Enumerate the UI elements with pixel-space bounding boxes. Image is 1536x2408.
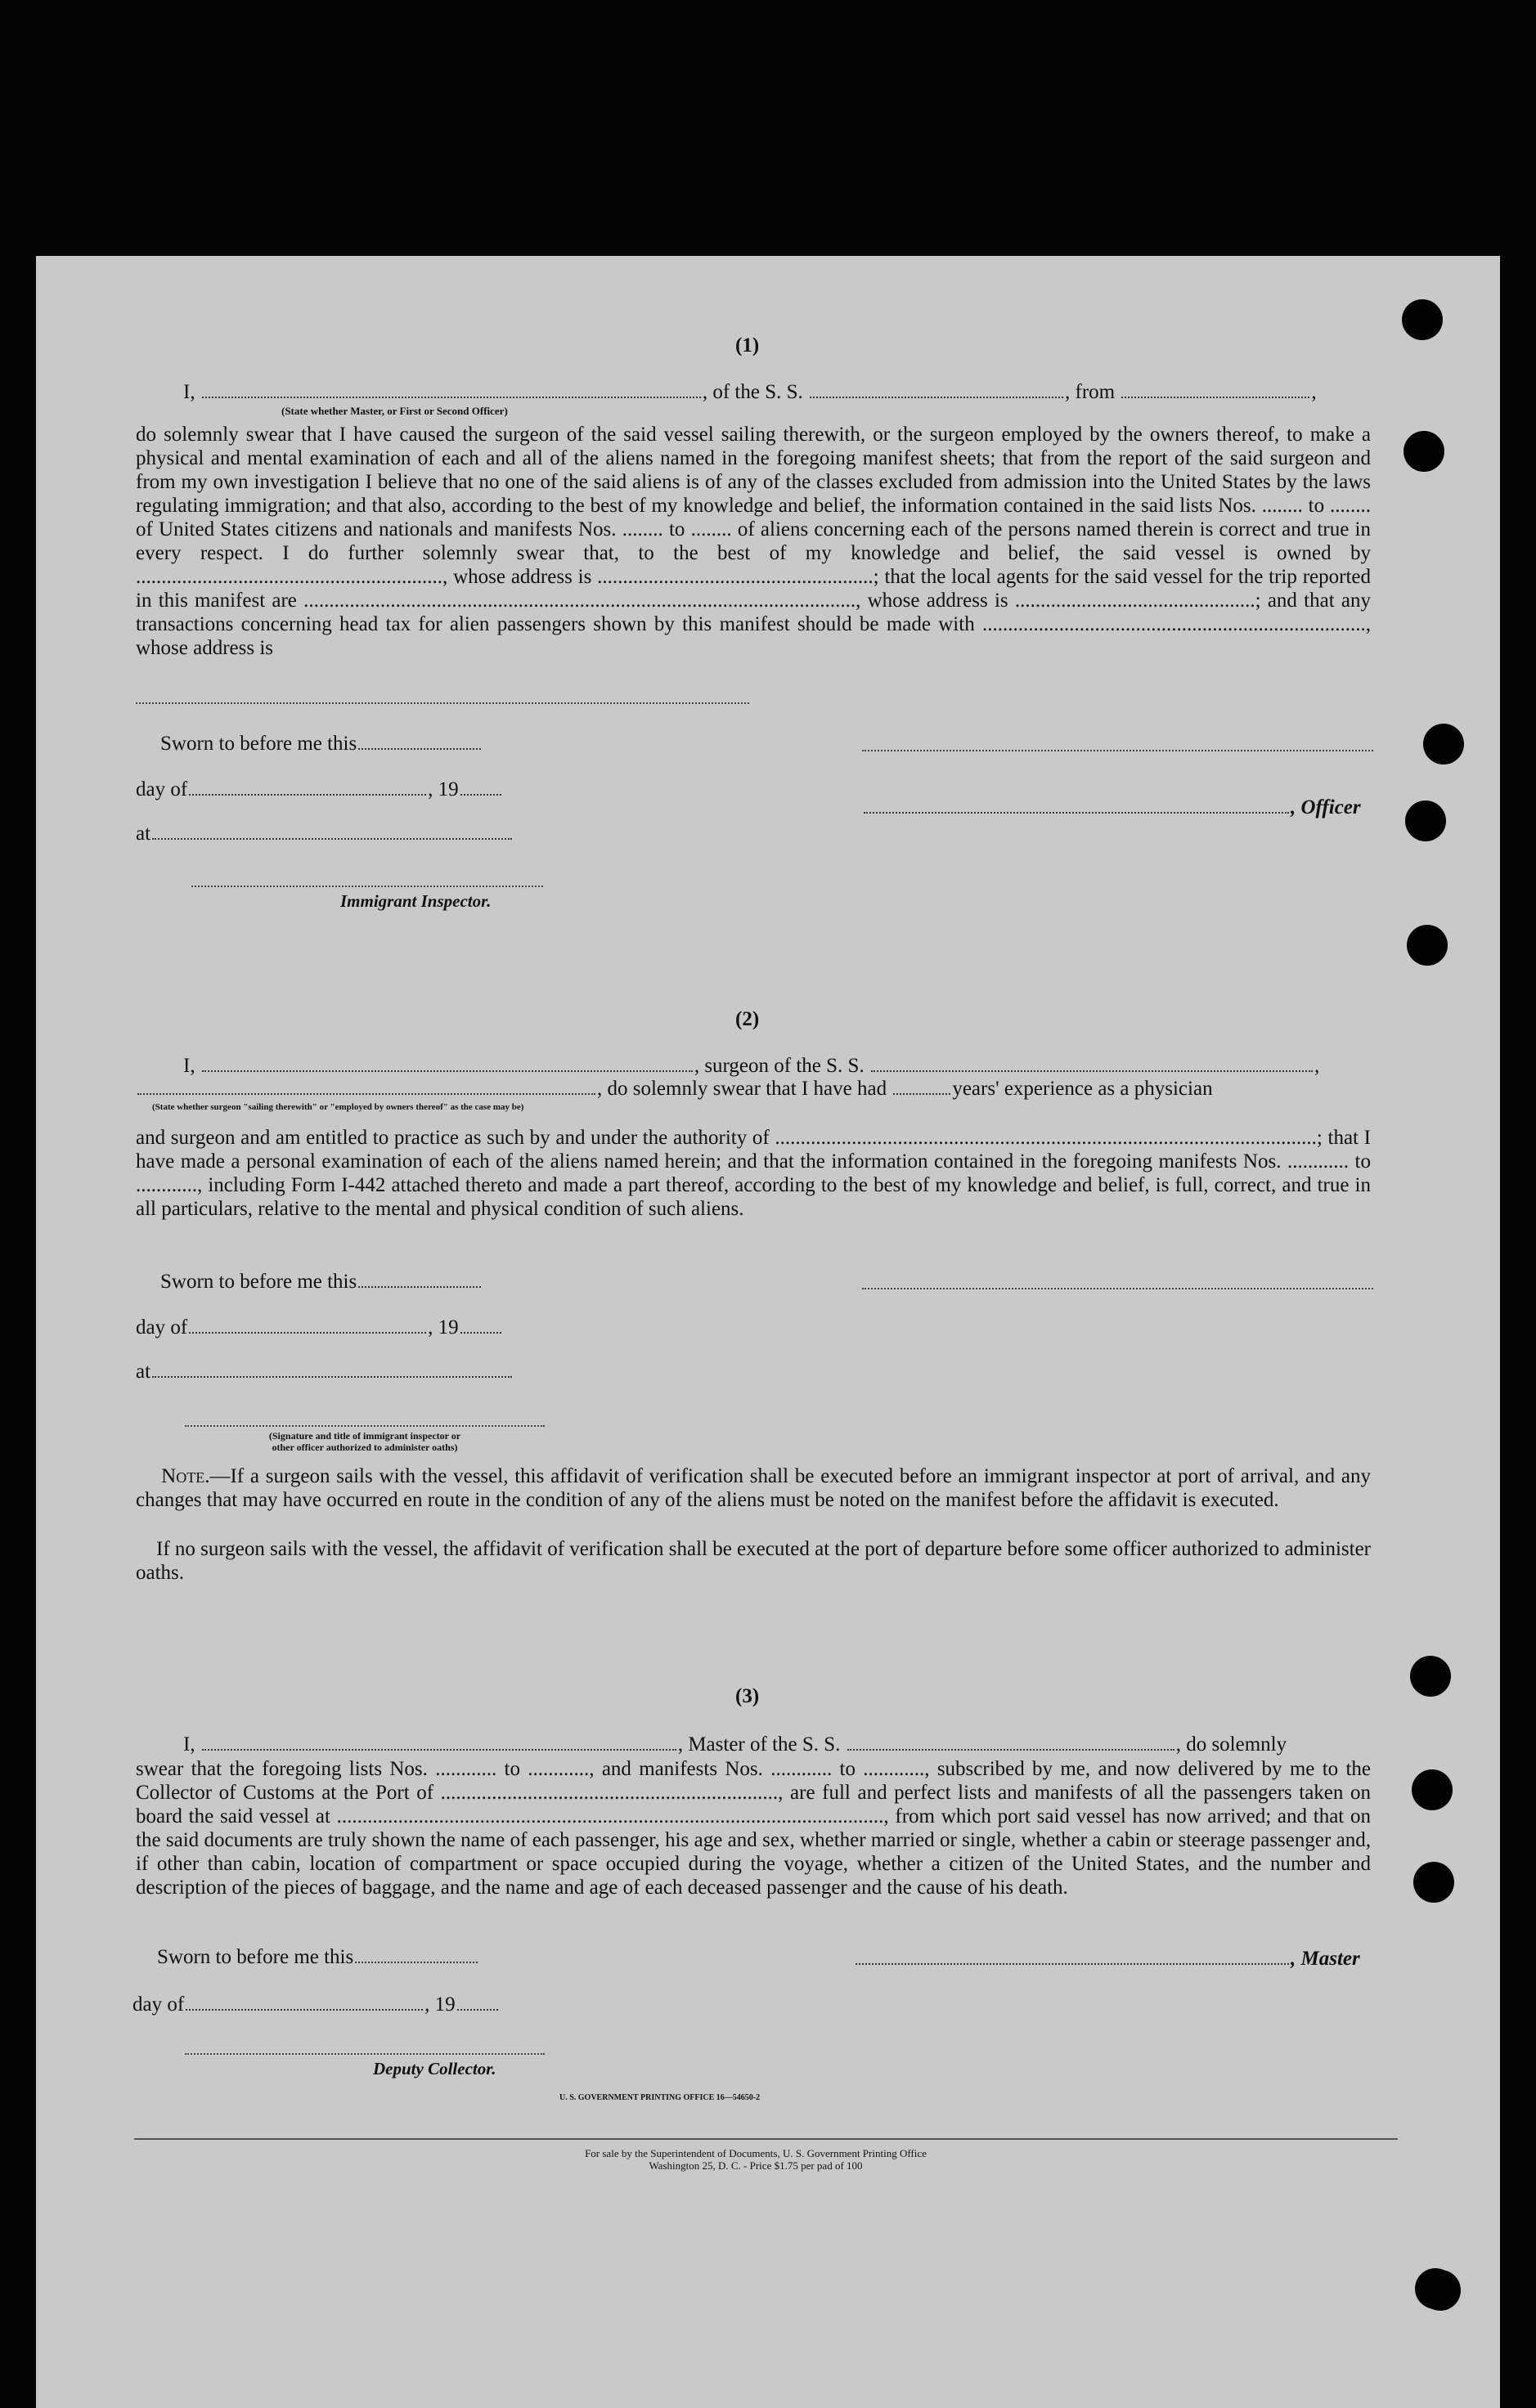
binder-hole — [1407, 925, 1448, 966]
section-3-master-line: , Master — [854, 1947, 1360, 1971]
section-3-day-of: day of , 19 — [132, 1993, 500, 2017]
binder-hole — [1410, 1656, 1451, 1697]
section-1-day-of: day of , 19 — [136, 778, 503, 802]
section-2-at: at — [136, 1360, 514, 1384]
binder-hole — [1404, 431, 1444, 472]
section-3-number: (3) — [735, 1685, 760, 1707]
form-page — [36, 256, 1500, 2408]
section-1-sworn: Sworn to before me this — [160, 732, 483, 756]
deputy-signature-line — [185, 2053, 545, 2055]
section-1-officer-line: , Officer — [862, 796, 1361, 820]
section-1-oath-paragraph: do solemnly swear that I have caused the surgeon of the said vessel sailing therewith, or the surgeon employed by the owners thereof, to make a physical and mental examination of each and all of the aliens named in the foregoing manifest sheets; that from the report of the said surgeon and from my own investigation I believe that no one of the said aliens is of any of the classes excluded from admission into the United States by the laws regulating immigration; and that also, according to the best of my knowledge and belief, the information contained in the said lists Nos. ........ to ........ of United States citizens and nationals and manifests Nos. ........ to ........ of aliens concerning each of the persons named therein is correct and true in every respect. I do further solemnly swear that, to the best of my knowledge and belief, the said vessel is owned by ............................................................, whose address is ......................................................; that the local agents for the said vessel for the trip reported in this manifest are ............................................................................................................, whose address is ...............................................; and that any transactions concerning head tax for alien passengers shown by this manifest should be made with ..........................................................................., whose address is — [136, 424, 1371, 659]
deputy-collector-label: Deputy Collector. — [373, 2059, 496, 2078]
gpo-imprint: U. S. GOVERNMENT PRINTING OFFICE 16—54650-2 — [559, 2093, 761, 2102]
binder-hole — [1413, 1862, 1454, 1903]
note-paragraph-2: If no surgeon sails with the vessel, the affidavit of verification shall be executed at the port of departure before some officer authorized to administer oaths. — [136, 1538, 1371, 1584]
section-2-first-line: I, , surgeon of the S. S. , — [183, 1055, 1320, 1077]
binder-hole — [1412, 1769, 1453, 1810]
inspector-signature-line-2 — [185, 1425, 545, 1427]
section-2-oath-paragraph: and surgeon and am entitled to practice as such by and under the authority of ..........................................................................................................; that I have made a personal examination of each of the aliens named herein; and that the information contained in the foregoing manifests Nos. ............ to ............, including Form I-442 attached thereto and made a part thereof, according to the best of my knowledge and belief, is full, correct, and true in all particulars, relative to the mental and physical condition of such aliens. — [136, 1127, 1371, 1220]
section-1-officer-note: (State whether Master, or First or Second Officer) — [281, 405, 508, 417]
sale-notice-1: For sale by the Superintendent of Documents, U. S. Government Printing Office — [585, 2147, 927, 2159]
sale-notice-2: Washington 25, D. C. - Price $1.75 per pad of 100 — [649, 2159, 863, 2172]
section-2-surgeon-note: (State whether surgeon "sailing therewith" or "employed by owners thereof" as the case may be) — [152, 1102, 524, 1112]
section-3-first-line: I, , Master of the S. S. , do solemnly — [183, 1733, 1287, 1756]
section-2-number: (2) — [735, 1008, 760, 1030]
section-2-day-of: day of , 19 — [136, 1316, 503, 1340]
signature-note-line-2: other officer authorized to administer oaths) — [272, 1442, 458, 1453]
inspector-signature-line — [191, 886, 543, 887]
section-3-sworn: Sworn to before me this — [157, 1945, 479, 1970]
signature-note-line-1: (Signature and title of immigrant inspector or — [268, 1430, 461, 1442]
section-1-first-line: I, , of the S. S. , from , — [183, 381, 1317, 403]
binder-hole — [1420, 2270, 1461, 2311]
binder-hole — [1423, 724, 1464, 765]
note-paragraph: Note.—If a surgeon sails with the vessel, this affidavit of verification shall be executed before an immigrant inspector at port of arrival, and any changes that may have occurred en route in the condition of any of the aliens must be noted on the manifest before the affidavit is executed. — [136, 1465, 1371, 1511]
address-line — [136, 702, 749, 704]
section-2-second-line: , do solemnly swear that I have had years' experience as a physician — [136, 1077, 1213, 1101]
surgeon-signature-line — [862, 1288, 1373, 1289]
section-1-number: (1) — [735, 334, 760, 356]
section-2-sworn: Sworn to before me this — [160, 1270, 483, 1294]
binder-hole — [1402, 299, 1443, 340]
footer-rule — [134, 2138, 1398, 2140]
binder-hole — [1405, 800, 1446, 841]
section-3-oath-paragraph: swear that the foregoing lists Nos. ............ to ............, and manifests Nos. ............ to ............, subscribed by me, and now delivered by me to the Collector of Customs at the Port of .................................................................., are full and perfect lists and manifests of all the passengers taken on board the said vessel at ..........................................................................................................., from which port said vessel has now arrived; and that on the said documents are truly shown the name of each passenger, his age and sex, whether married or single, whether a cabin or steerage passenger and, if other than cabin, location of compartment or space occupied during the voyage, whether a citizen of the United States, and the number and description of the pieces of baggage, and the name and age of each deceased passenger and the cause of his death. — [136, 1758, 1371, 1899]
section-1-at: at — [136, 822, 514, 846]
officer-signature-line — [862, 750, 1373, 751]
immigrant-inspector-label: Immigrant Inspector. — [340, 891, 492, 911]
